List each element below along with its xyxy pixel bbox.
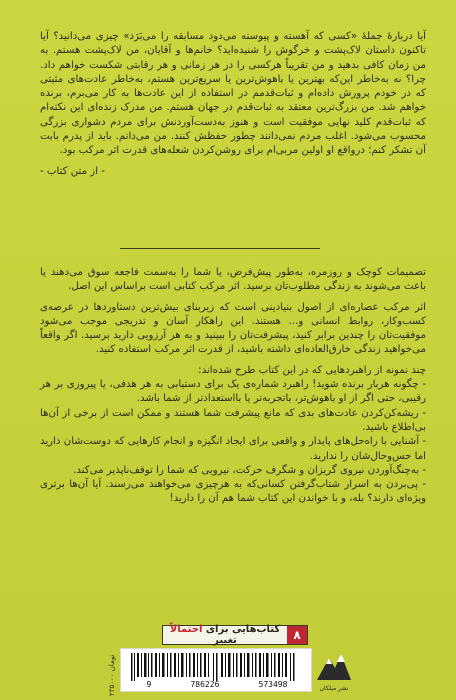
barcode-digit-group: 9 (146, 680, 152, 689)
barcode-bars-icon (127, 653, 307, 681)
series-banner (162, 625, 308, 645)
series-label-suffix: تغییر (213, 635, 237, 646)
intro-excerpt (40, 30, 426, 179)
blurb-paragraph: تصمیمات کوچک و روزمره، به‌طور پیش‌فرض، یا شما را به‌سمت فاجعه سوق می‌دهند یا باعث می‌شوند به زندگی مطلوب‌تان برسید. اثر مرکب کتابی است براساس این اصل. (40, 267, 426, 293)
blurb-body (40, 266, 426, 507)
isbn-barcode (120, 648, 312, 692)
intro-paragraph: آیا دربارهٔ جملهٔ «کسی که آهسته و پیوسته می‌دود مسابقه را می‌بَرَد» چیزی می‌دانید؟ آیا تاکنون داستان لاک‌پشت و خرگوش را شنیده‌اید؟ خانم‌ها و آقایان، من لاک‌پشت هستم. به من زمان کافی بدهید و من تقریباً هرکسی را در هر زمانی و هر رقابتی شکست خواهم داد. چرا؟ نه به‌خاطر این‌که بهترین یا باهوش‌ترین یا سریع‌ترین هستم، به‌خاطر عادت‌های مثبتی که در خودم پرورش داده‌ام و ثبات‌قدمم در استفاده از این عادت‌ها به کار می‌برم، برنده خواهم شد. من بزرگ‌ترین معتقد به ثبات‌قدم در جهان هستم. من مدرک زنده‌ای این نکته‌ام که ثبات‌قدم کلید نهایی موفقیت است و هنوز به‌دست‌آوردنش برای مردم دشواری بزرگی محسوب می‌شود. اغلب مردم نمی‌دانند چطور حفظش کنند. من می‌دانم. باید از پدرم بابت آن تشکر کنم؛ درواقع او اولین مربی‌ام برای روشن‌کردن شعله‌های قدرت اثر مرکب بود. (40, 31, 426, 157)
series-label (163, 624, 287, 646)
strategies-intro: چند نمونه از راهبردهایی که در این کتاب طرح شده‌اند: (198, 364, 426, 376)
barcode-digit-group: 786226 (190, 680, 220, 689)
series-number: ۸ (287, 626, 307, 644)
publisher-mountain-icon (315, 650, 353, 682)
barcode-digit-group: 573498 (258, 680, 288, 689)
price-label: ۲۳۵۰۰۰ تومان (108, 654, 116, 696)
strategy-item: - ریشه‌کن‌کردن عادت‌های بدی که مانع پیشرفت شما هستند و ممکن است از برخی از آن‌ها بی‌اطلاع باشید. (40, 407, 426, 433)
series-label-prefix: کتاب‌هایی برای (202, 624, 281, 635)
publisher-caption: نشر میلکان (319, 685, 349, 692)
strategy-item: - به‌چنگ‌آوردن نیروی گریزان و شگرف حرکت، نیرویی که شما را توقف‌ناپذیر می‌کند. (73, 464, 426, 476)
strategy-item: - آشنایی با راه‌حل‌های پایدار و واقعی برای ایجاد انگیزه و انجام کارهایی که دوست‌شان دارید اما حس‌وحال‌شان را ندارید. (40, 436, 426, 462)
publisher-logo (315, 650, 353, 690)
series-label-accent: احتمالاً (169, 624, 203, 635)
barcode-digits (127, 680, 307, 689)
strategy-item: - پی‌بردن به اسرار شتاب‌گرفتن کسانی‌که به هرچیزی می‌خواهند می‌رسند. آیا آن‌ها برتری ویژه‌ای دارند؟ بله، و با خواندن این کتاب شما هم آن را دارید! (40, 479, 426, 505)
blurb-paragraph: اثر مرکب عصاره‌ای از اصول بنیادینی است که زیربنای بیش‌ترین دستاوردها در عرصه‌ی کسب‌وکار، روابط انسانی و... هستند. این راهکار آسان و تدریجی موجب می‌شود موفقیت‌تان را چندین برابر کنید، پیشرفت‌تان را ببینید و به هر آرزویی دارید برسید. اگر واقعاً می‌خواهید زندگی خارق‌العاده‌ای داشته باشید، از قدرت اثر مرکب استفاده کنید. (40, 301, 426, 356)
excerpt-signature: - از متن کتاب - (40, 165, 105, 177)
strategy-item: - چگونه هربار برنده شوید! راهبرد شماره‌ی یک برای دستیابی به هر هدفی، یا پیروزی بر هر رقیبی، حتی اگر از او باهوش‌تر، باتجربه‌تر یا بااستعدادتر از شما باشد. (40, 379, 426, 405)
section-divider (120, 248, 320, 249)
